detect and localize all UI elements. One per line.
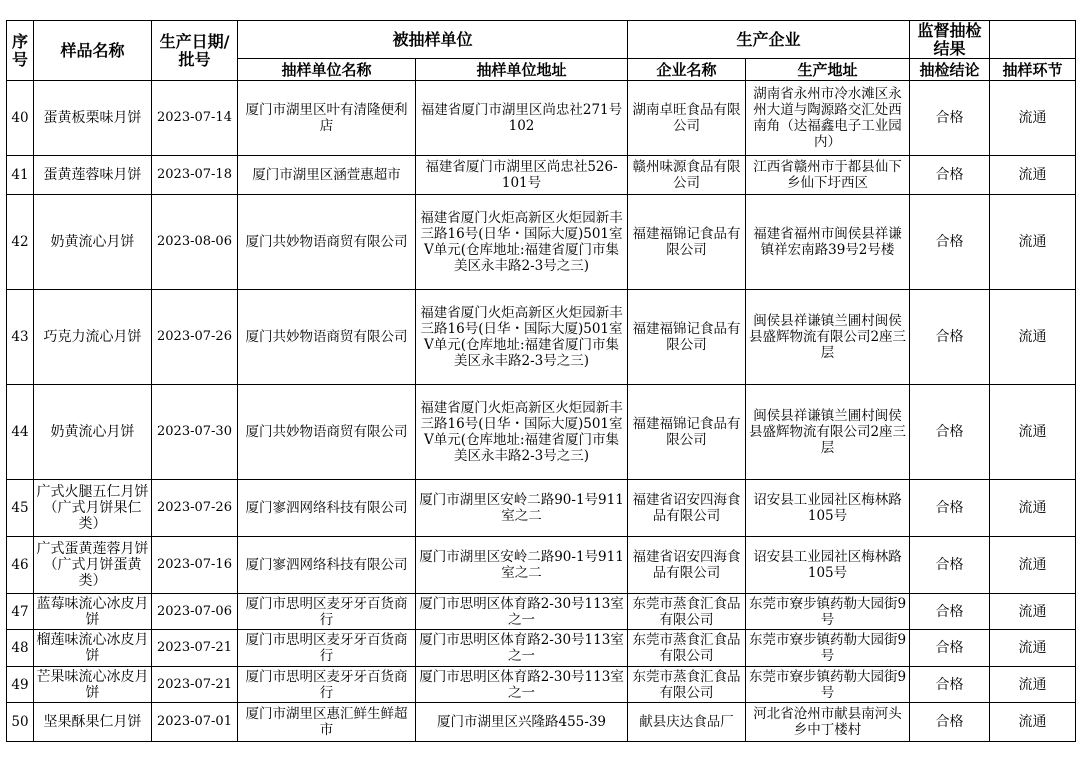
cell-company-name: 东莞市蒸食汇食品有限公司 (628, 593, 746, 629)
header-manufacturer: 生产企业 (628, 21, 910, 59)
cell-production-address: 闽侯县祥谦镇兰圃村闽侯县盛辉物流有限公司2座三层 (746, 385, 910, 480)
cell-company-name: 福建福锦记食品有限公司 (628, 194, 746, 289)
cell-conclusion: 合格 (910, 81, 990, 156)
cell-conclusion: 合格 (910, 630, 990, 666)
cell-production-address: 河北省沧州市献县南河头乡中丁楼村 (746, 703, 910, 742)
cell-production-address: 东莞市寮步镇药勒大园街9号 (746, 666, 910, 702)
cell-production-date: 2023-07-01 (152, 703, 238, 742)
cell-sampled-unit-name: 厦门市思明区麦牙牙百货商行 (238, 666, 416, 702)
cell-conclusion: 合格 (910, 537, 990, 594)
cell-conclusion: 合格 (910, 480, 990, 537)
table-row (7, 630, 1076, 666)
cell-production-date: 2023-07-16 (152, 537, 238, 594)
cell-seq: 42 (7, 194, 34, 289)
cell-sample-name: 榴莲味流心冰皮月饼 (34, 630, 152, 666)
cell-sampled-unit-address: 厦门市湖里区兴隆路455-39 (416, 703, 628, 742)
table-row (7, 480, 1076, 537)
cell-seq: 43 (7, 289, 34, 384)
cell-sampled-unit-address: 福建省厦门市湖里区尚忠社526-101号 (416, 156, 628, 195)
cell-production-date: 2023-07-06 (152, 593, 238, 629)
header-seq: 序号 (7, 21, 34, 81)
cell-seq: 41 (7, 156, 34, 195)
cell-sampled-unit-name: 厦门寥泗网络科技有限公司 (238, 480, 416, 537)
cell-production-date: 2023-07-14 (152, 81, 238, 156)
cell-production-date: 2023-07-26 (152, 289, 238, 384)
cell-sampled-unit-name: 厦门共妙物语商贸有限公司 (238, 385, 416, 480)
cell-company-name: 献县庆达食品厂 (628, 703, 746, 742)
cell-conclusion: 合格 (910, 385, 990, 480)
table-row (7, 537, 1076, 594)
cell-production-address: 诏安县工业园社区梅林路105号 (746, 480, 910, 537)
cell-company-name: 福建福锦记食品有限公司 (628, 385, 746, 480)
cell-sampled-unit-name: 厦门市思明区麦牙牙百货商行 (238, 593, 416, 629)
cell-stage: 流通 (990, 156, 1076, 195)
cell-sampled-unit-address: 厦门市思明区体育路2-30号113室之一 (416, 666, 628, 702)
cell-sampled-unit-address: 福建省厦门火炬高新区火炬园新丰三路16号(日华・国际大厦)501室V单元(仓库地址:福建省厦门市集美区永丰路2-3号之三) (416, 194, 628, 289)
header-inspection-result: 监督抽检结果 (910, 21, 990, 59)
cell-sample-name: 广式火腿五仁月饼（广式月饼果仁类） (34, 480, 152, 537)
cell-conclusion: 合格 (910, 194, 990, 289)
cell-stage: 流通 (990, 385, 1076, 480)
cell-stage: 流通 (990, 194, 1076, 289)
cell-company-name: 福建福锦记食品有限公司 (628, 289, 746, 384)
header-sampled-unit-address: 抽样单位地址 (416, 59, 628, 81)
cell-stage: 流通 (990, 289, 1076, 384)
cell-company-name: 福建省诏安四海食品有限公司 (628, 480, 746, 537)
cell-production-address: 诏安县工业园社区梅林路105号 (746, 537, 910, 594)
cell-sampled-unit-address: 厦门市思明区体育路2-30号113室之一 (416, 593, 628, 629)
cell-production-date: 2023-07-30 (152, 385, 238, 480)
cell-company-name: 福建省诏安四海食品有限公司 (628, 537, 746, 594)
header-sample-name: 样品名称 (34, 21, 152, 81)
cell-seq: 48 (7, 630, 34, 666)
cell-sample-name: 蛋黄莲蓉味月饼 (34, 156, 152, 195)
cell-sample-name: 蓝莓味流心冰皮月饼 (34, 593, 152, 629)
header-conclusion: 抽检结论 (910, 59, 990, 81)
cell-conclusion: 合格 (910, 289, 990, 384)
cell-production-address: 东莞市寮步镇药勒大园街9号 (746, 593, 910, 629)
cell-sample-name: 广式蛋黄莲蓉月饼（广式月饼蛋黄类） (34, 537, 152, 594)
cell-sampled-unit-name: 厦门共妙物语商贸有限公司 (238, 289, 416, 384)
cell-conclusion: 合格 (910, 156, 990, 195)
table-row (7, 703, 1076, 742)
cell-sampled-unit-name: 厦门市湖里区叶有清隆便利店 (238, 81, 416, 156)
cell-seq: 49 (7, 666, 34, 702)
header-production-address: 生产地址 (746, 59, 910, 81)
cell-stage: 流通 (990, 537, 1076, 594)
cell-sampled-unit-address: 福建省厦门市湖里区尚忠社271号102 (416, 81, 628, 156)
cell-company-name: 东莞市蒸食汇食品有限公司 (628, 630, 746, 666)
cell-stage: 流通 (990, 703, 1076, 742)
table-row (7, 593, 1076, 629)
cell-stage: 流通 (990, 81, 1076, 156)
cell-seq: 40 (7, 81, 34, 156)
cell-company-name: 赣州味源食品有限公司 (628, 156, 746, 195)
cell-sampled-unit-address: 福建省厦门火炬高新区火炬园新丰三路16号(日华・国际大厦)501室V单元(仓库地址:福建省厦门市集美区永丰路2-3号之三) (416, 385, 628, 480)
cell-sampled-unit-address: 厦门市湖里区安岭二路90-1号911室之二 (416, 537, 628, 594)
cell-seq: 45 (7, 480, 34, 537)
cell-sampled-unit-name: 厦门共妙物语商贸有限公司 (238, 194, 416, 289)
cell-stage: 流通 (990, 630, 1076, 666)
cell-sampled-unit-name: 厦门市思明区麦牙牙百货商行 (238, 630, 416, 666)
cell-production-address: 闽侯县祥谦镇兰圃村闽侯县盛辉物流有限公司2座三层 (746, 289, 910, 384)
cell-stage: 流通 (990, 480, 1076, 537)
cell-sample-name: 奶黄流心月饼 (34, 194, 152, 289)
cell-sampled-unit-name: 厦门市湖里区惠汇鲜生鲜超市 (238, 703, 416, 742)
table-row (7, 289, 1076, 384)
cell-seq: 50 (7, 703, 34, 742)
inspection-table (6, 20, 1076, 742)
cell-seq: 44 (7, 385, 34, 480)
cell-production-address: 湖南省永州市冷水滩区永州大道与陶源路交汇处西南角（达福鑫电子工业园内） (746, 81, 910, 156)
table-row (7, 194, 1076, 289)
cell-conclusion: 合格 (910, 666, 990, 702)
header-sampled-unit-name: 抽样单位名称 (238, 59, 416, 81)
cell-sample-name: 巧克力流心月饼 (34, 289, 152, 384)
cell-production-date: 2023-08-06 (152, 194, 238, 289)
cell-company-name: 湖南卓旺食品有限公司 (628, 81, 746, 156)
cell-sample-name: 芒果味流心冰皮月饼 (34, 666, 152, 702)
cell-production-address: 东莞市寮步镇药勒大园街9号 (746, 630, 910, 666)
cell-seq: 46 (7, 537, 34, 594)
cell-sampled-unit-address: 厦门市湖里区安岭二路90-1号911室之二 (416, 480, 628, 537)
table-row (7, 666, 1076, 702)
cell-stage: 流通 (990, 593, 1076, 629)
header-date-batch: 生产日期/批号 (152, 21, 238, 81)
cell-sample-name: 蛋黄板栗味月饼 (34, 81, 152, 156)
cell-production-date: 2023-07-21 (152, 630, 238, 666)
cell-production-date: 2023-07-21 (152, 666, 238, 702)
cell-conclusion: 合格 (910, 703, 990, 742)
cell-stage: 流通 (990, 666, 1076, 702)
cell-sampled-unit-address: 福建省厦门火炬高新区火炬园新丰三路16号(日华・国际大厦)501室V单元(仓库地址:福建省厦门市集美区永丰路2-3号之三) (416, 289, 628, 384)
cell-production-date: 2023-07-18 (152, 156, 238, 195)
header-company-name: 企业名称 (628, 59, 746, 81)
table-row (7, 156, 1076, 195)
cell-sample-name: 坚果酥果仁月饼 (34, 703, 152, 742)
header-blank (990, 21, 1076, 59)
cell-production-address: 福建省福州市闽侯县祥谦镇祥宏南路39号2号楼 (746, 194, 910, 289)
cell-sampled-unit-name: 厦门寥泗网络科技有限公司 (238, 537, 416, 594)
header-stage: 抽样环节 (990, 59, 1076, 81)
cell-company-name: 东莞市蒸食汇食品有限公司 (628, 666, 746, 702)
table-row (7, 385, 1076, 480)
header-sampled-unit: 被抽样单位 (238, 21, 628, 59)
table-row (7, 81, 1076, 156)
cell-sample-name: 奶黄流心月饼 (34, 385, 152, 480)
cell-seq: 47 (7, 593, 34, 629)
cell-sampled-unit-address: 厦门市思明区体育路2-30号113室之一 (416, 630, 628, 666)
cell-production-address: 江西省赣州市于都县仙下乡仙下圩西区 (746, 156, 910, 195)
cell-sampled-unit-name: 厦门市湖里区涵萱惠超市 (238, 156, 416, 195)
cell-conclusion: 合格 (910, 593, 990, 629)
cell-production-date: 2023-07-26 (152, 480, 238, 537)
